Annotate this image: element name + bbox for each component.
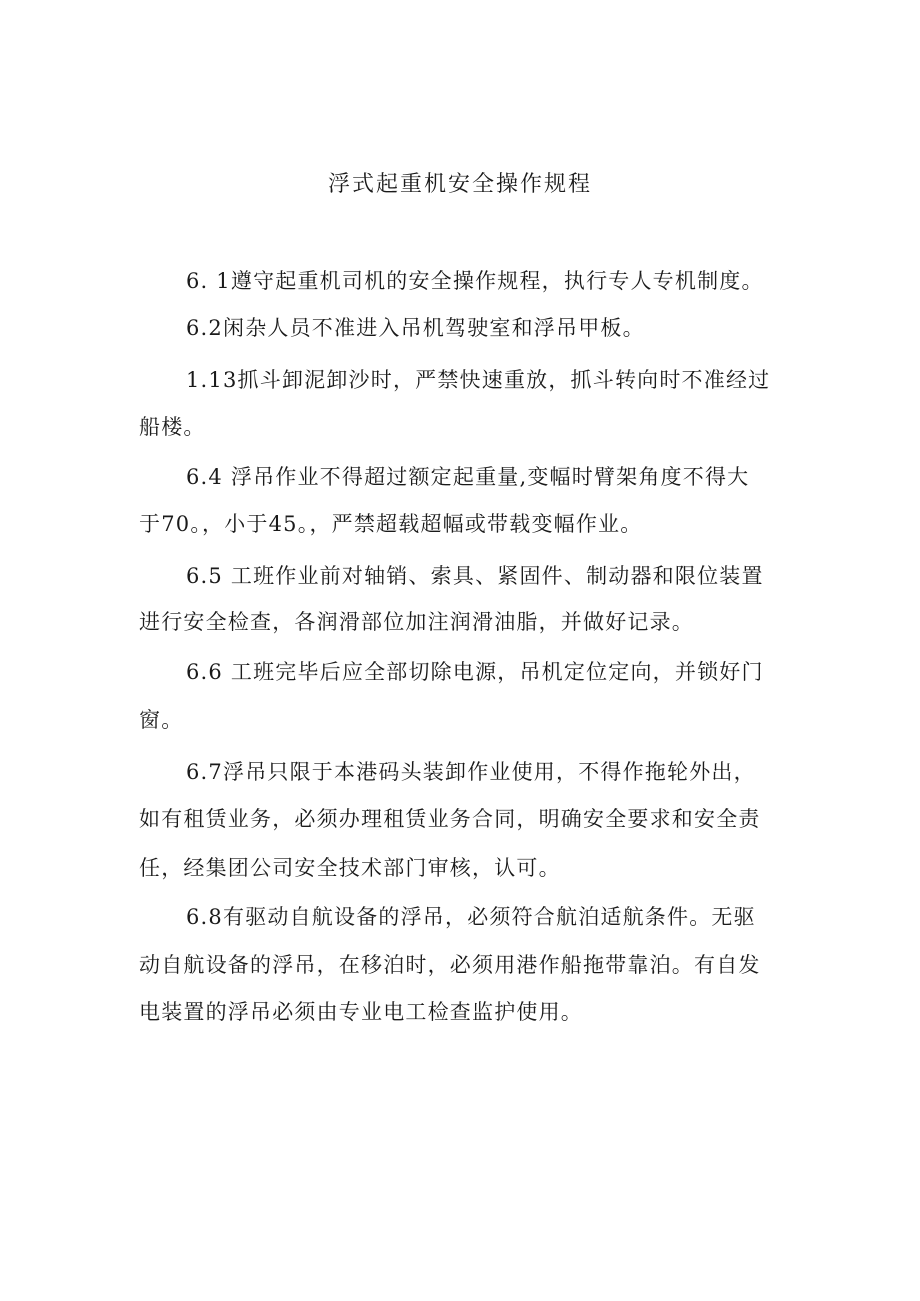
paragraph-6-7-line-3: 任，经集团公司安全技术部门审核，认可。	[139, 856, 561, 880]
paragraph-6-4-line-2: 于70。，小于45。，严禁超载超幅或带载变幅作业。	[139, 512, 643, 536]
paragraph-6-8-line-3: 电装置的浮吊必须由专业电工检查监护使用。	[139, 1000, 583, 1024]
paragraph-1-13-line-1: 1.13抓斗卸泥卸沙时，严禁快速重放，抓斗转向时不准经过	[186, 368, 771, 392]
paragraph-6-7-line-1: 6.7浮吊只限于本港码头装卸作业使用，不得作拖轮外出，	[186, 760, 756, 784]
paragraph-6-8-line-1: 6.8有驱动自航设备的浮吊，必须符合航泊适航条件。无驱	[186, 905, 756, 929]
paragraph-6-4-line-1: 6.4 浮吊作业不得超过额定起重量,变幅时臂架角度不得大	[186, 465, 750, 489]
paragraph-1-13-line-2: 船楼。	[139, 415, 206, 439]
paragraph-6-6-line-1: 6.6 工班完毕后应全部切除电源，吊机定位定向，并锁好门	[186, 660, 764, 684]
paragraph-6-6-line-2: 窗。	[139, 708, 184, 732]
paragraph-6-5-line-2: 进行安全检查，各润滑部位加注润滑油脂，并做好记录。	[139, 610, 694, 634]
page-title: 浮式起重机安全操作规程	[327, 172, 592, 197]
paragraph-6-5-line-1: 6.5 工班作业前对轴销、索具、紧固件、制动器和限位装置	[186, 564, 764, 588]
paragraph-6-1-line-1: 6. 1遵守起重机司机的安全操作规程，执行专人专机制度。	[186, 269, 764, 293]
paragraph-6-7-line-2: 如有租赁业务，必须办理租赁业务合同，明确安全要求和安全责	[139, 807, 761, 831]
paragraph-6-8-line-2: 动自航设备的浮吊，在移泊时，必须用港作船拖带靠泊。有自发	[139, 953, 761, 977]
paragraph-6-2-line-1: 6.2闲杂人员不准进入吊机驾驶室和浮吊甲板。	[186, 316, 645, 340]
